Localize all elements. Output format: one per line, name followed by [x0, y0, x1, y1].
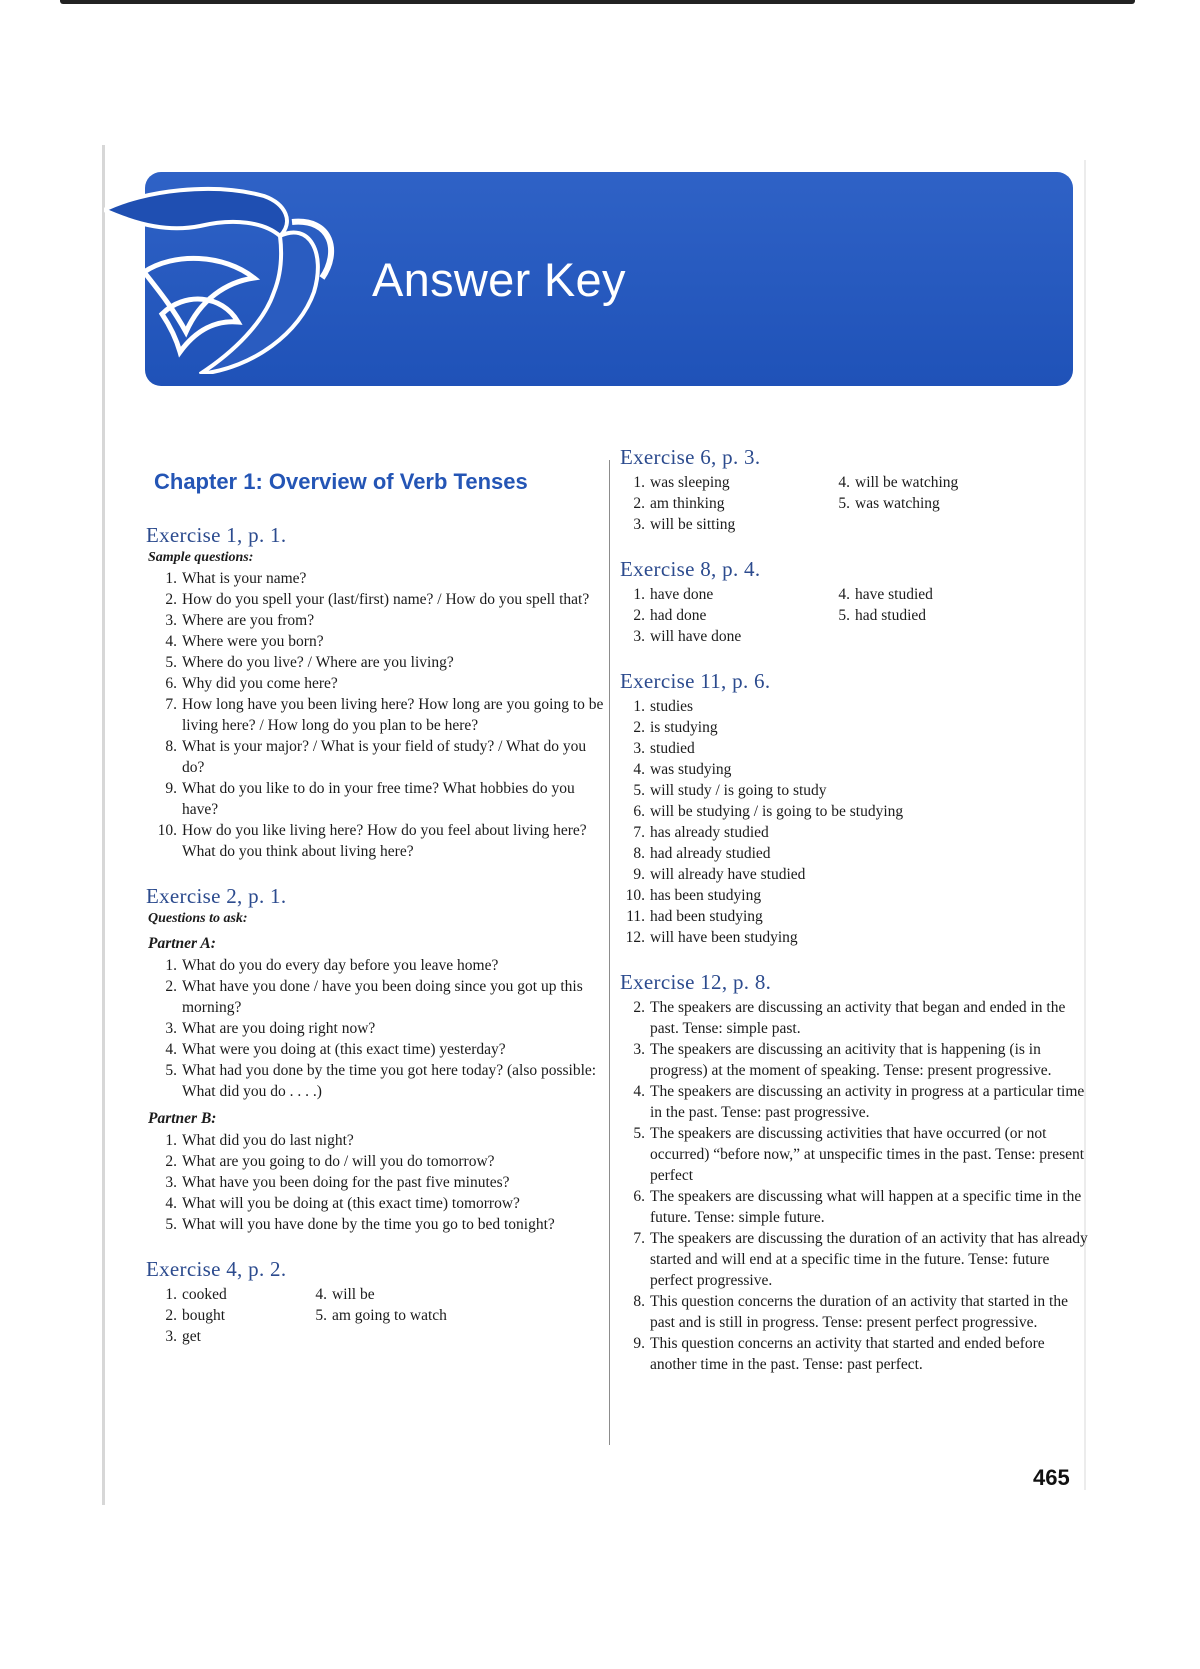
list-item [146, 694, 606, 736]
item-text: How do you like living here? How do you feel about living here? What do you think about living here? [182, 822, 587, 860]
item-text: studied [650, 740, 695, 757]
list-item [146, 589, 606, 610]
exercise-4-column-2 [296, 1284, 447, 1347]
list-item [620, 626, 825, 647]
item-number: 4. [633, 1083, 645, 1100]
item-text: Where do you live? / Where are you living? [182, 654, 454, 671]
item-text: have studied [855, 586, 933, 603]
item-text: has been studying [650, 887, 762, 904]
list-item [620, 759, 1090, 780]
list-item [146, 610, 606, 631]
item-text: What will you have done by the time you go to bed tonight? [182, 1216, 555, 1233]
item-number: 4. [165, 1195, 177, 1212]
item-text: will be watching [855, 474, 959, 491]
item-number: 2. [633, 607, 645, 624]
item-text: The speakers are discussing an activity in progress at a particular time in the past. Tense: past progressive. [650, 1083, 1085, 1121]
item-number: 2. [165, 1307, 177, 1324]
list-item [146, 1060, 606, 1102]
partner-a-list [146, 955, 606, 1102]
item-number: 1. [633, 586, 645, 603]
item-number: 8. [633, 1293, 645, 1310]
list-item [620, 514, 825, 535]
item-number: 9. [633, 1335, 645, 1352]
list-item [620, 843, 1090, 864]
top-edge-rule [60, 0, 1135, 4]
item-text: Why did you come here? [182, 675, 338, 692]
item-number: 6. [633, 1188, 645, 1205]
item-text: has already studied [650, 824, 769, 841]
item-text: will have done [650, 628, 742, 645]
list-item [620, 885, 1090, 906]
item-number: 1. [165, 1286, 177, 1303]
item-text: The speakers are discussing an activity that began and ended in the past. Tense: simple past. [650, 999, 1066, 1037]
chapter-title: Chapter 1: Overview of Verb Tenses [154, 469, 528, 494]
item-text: is studying [650, 719, 718, 736]
list-item [825, 472, 958, 493]
item-number: 12. [625, 929, 645, 946]
item-number: 7. [165, 696, 177, 713]
right-column [620, 445, 1090, 1397]
item-text: studies [650, 698, 694, 715]
item-text: What have you done / have you been doing since you got up this morning? [182, 978, 583, 1016]
item-number: 2. [633, 495, 645, 512]
item-text: What is your name? [182, 570, 307, 587]
partner-b-list [146, 1130, 606, 1235]
item-number: 4. [165, 633, 177, 650]
left-column [146, 445, 606, 1369]
item-number: 7. [633, 1230, 645, 1247]
item-number: 3. [165, 1328, 177, 1345]
list-item [620, 1039, 1090, 1081]
list-item [146, 673, 606, 694]
page-number: 465 [1033, 1465, 1070, 1490]
item-number: 3. [165, 1020, 177, 1037]
item-number: 4. [838, 474, 850, 491]
item-text: How do you spell your (last/first) name? / How do you spell that? [182, 591, 590, 608]
list-item [620, 717, 1090, 738]
list-item [146, 736, 606, 778]
item-text: was watching [855, 495, 940, 512]
list-item [146, 1151, 606, 1172]
item-text: Where were you born? [182, 633, 324, 650]
item-number: 7. [633, 824, 645, 841]
item-number: 10. [625, 887, 645, 904]
item-number: 1. [165, 570, 177, 587]
exercise-6-title: Exercise 6, p. 3. [620, 445, 761, 469]
list-item [620, 822, 1090, 843]
list-item [620, 801, 1090, 822]
item-number: 6. [633, 803, 645, 820]
list-item [620, 472, 825, 493]
item-text: How long have you been living here? How long are you going to be living here? / How long do you plan to be here? [182, 696, 604, 734]
item-text: will study / is going to study [650, 782, 827, 799]
list-item [620, 1123, 1090, 1186]
item-number: 2. [633, 999, 645, 1016]
item-text: have done [650, 586, 714, 603]
item-number: 8. [165, 738, 177, 755]
item-text: will be studying / is going to be studying [650, 803, 904, 820]
item-text: had studied [855, 607, 927, 624]
item-number: 5. [838, 607, 850, 624]
item-text: What is your major? / What is your field of study? / What do you do? [182, 738, 587, 776]
list-item [146, 631, 606, 652]
item-text: was studying [650, 761, 732, 778]
item-text: am thinking [650, 495, 725, 512]
exercise-6-column-2 [825, 472, 958, 535]
exercise-2-title: Exercise 2, p. 1. [146, 884, 287, 908]
list-item [620, 927, 1090, 948]
partner-a-label: Partner A: [148, 935, 216, 952]
item-number: 1. [633, 698, 645, 715]
exercise-8-title: Exercise 8, p. 4. [620, 557, 761, 581]
item-number: 5. [315, 1307, 327, 1324]
exercise-1-subtitle: Sample questions: [148, 550, 254, 565]
item-text: What will you be doing at (this exact time) tomorrow? [182, 1195, 520, 1212]
list-item [296, 1284, 447, 1305]
exercise-4-column-1 [146, 1284, 296, 1347]
item-text: had already studied [650, 845, 771, 862]
list-item [296, 1305, 447, 1326]
item-text: was sleeping [650, 474, 730, 491]
item-text: bought [182, 1307, 226, 1324]
exercise-11-list [620, 696, 1090, 948]
item-number: 5. [165, 654, 177, 671]
item-number: 3. [165, 612, 177, 629]
list-item [620, 1333, 1090, 1375]
exercise-6-columns [620, 472, 1090, 535]
item-text: Where are you from? [182, 612, 315, 629]
exercise-12-list [620, 997, 1090, 1375]
item-number: 5. [165, 1216, 177, 1233]
list-item [620, 780, 1090, 801]
list-item [146, 568, 606, 589]
item-text: get [182, 1328, 201, 1345]
exercise-2-section [146, 884, 606, 1235]
exercise-1-title: Exercise 1, p. 1. [146, 523, 287, 547]
item-text: What are you going to do / will you do tomorrow? [182, 1153, 495, 1170]
exercise-11-section [620, 669, 1090, 948]
item-text: What do you like to do in your free time? What hobbies do you have? [182, 780, 575, 818]
exercise-6-section [620, 445, 1090, 535]
item-text: What have you been doing for the past five minutes? [182, 1174, 510, 1191]
exercise-4-section [146, 1257, 606, 1347]
list-item [620, 864, 1090, 885]
column-divider [609, 460, 610, 1445]
item-number: 3. [165, 1174, 177, 1191]
item-text: had been studying [650, 908, 763, 925]
exercise-8-columns [620, 584, 1090, 647]
banner-title: Answer Key [372, 253, 626, 306]
item-text: will be sitting [650, 516, 736, 533]
item-number: 4. [165, 1041, 177, 1058]
list-item [825, 584, 933, 605]
item-number: 5. [633, 782, 645, 799]
item-number: 1. [165, 957, 177, 974]
list-item [146, 820, 606, 862]
list-item [146, 1214, 606, 1235]
item-text: The speakers are discussing activities that have occurred (or not occurred) “before now,” at unspecific times in the past. Tense: present perfect [650, 1125, 1085, 1184]
list-item [146, 1305, 296, 1326]
item-text: had done [650, 607, 707, 624]
item-text: What are you doing right now? [182, 1020, 376, 1037]
item-text: The speakers are discussing the duration of an activity that has already started and will end at a specific time in the future. Tense: future perfect progressive. [650, 1230, 1088, 1289]
item-number: 4. [633, 761, 645, 778]
list-item [146, 976, 606, 1018]
exercise-4-columns [146, 1284, 606, 1347]
list-item [146, 955, 606, 976]
list-item [620, 997, 1090, 1039]
exercise-4-title: Exercise 4, p. 2. [146, 1257, 287, 1281]
bird-logo-icon [104, 182, 350, 374]
list-item [620, 738, 1090, 759]
item-number: 1. [633, 474, 645, 491]
item-number: 5. [633, 1125, 645, 1142]
item-number: 8. [633, 845, 645, 862]
item-number: 4. [838, 586, 850, 603]
list-item [146, 1018, 606, 1039]
item-number: 4. [315, 1286, 327, 1303]
exercise-8-column-1 [620, 584, 825, 647]
item-number: 2. [633, 719, 645, 736]
item-number: 3. [633, 1041, 645, 1058]
exercise-12-title: Exercise 12, p. 8. [620, 970, 772, 994]
item-text: What do you do every day before you leave home? [182, 957, 499, 974]
list-item [146, 1130, 606, 1151]
list-item [620, 1081, 1090, 1123]
item-text: The speakers are discussing an acitivity that is happening (is in progress) at the moment of speaking. Tense: present progressive. [650, 1041, 1052, 1079]
partner-b-label: Partner B: [148, 1110, 217, 1127]
list-item [620, 696, 1090, 717]
list-item [146, 1284, 296, 1305]
item-number: 9. [165, 780, 177, 797]
item-text: am going to watch [332, 1307, 447, 1324]
item-text: This question concerns an activity that started and ended before another time in the past. Tense: past perfect. [650, 1335, 1045, 1373]
item-text: will already have studied [650, 866, 806, 883]
exercise-1-section [146, 523, 606, 862]
list-item [620, 493, 825, 514]
item-number: 3. [633, 516, 645, 533]
item-number: 1. [165, 1132, 177, 1149]
exercise-6-column-1 [620, 472, 825, 535]
item-number: 2. [165, 1153, 177, 1170]
list-item [620, 906, 1090, 927]
list-item [146, 1039, 606, 1060]
item-number: 2. [165, 591, 177, 608]
item-number: 3. [633, 740, 645, 757]
item-text: will have been studying [650, 929, 798, 946]
list-item [620, 1186, 1090, 1228]
item-text: The speakers are discussing what will happen at a specific time in the future. Tense: simple future. [650, 1188, 1082, 1226]
item-number: 10. [157, 822, 177, 839]
item-number: 5. [165, 1062, 177, 1079]
list-item [146, 778, 606, 820]
item-text: This question concerns the duration of an activity that started in the past and is still in progress. Tense: present perfect progressive. [650, 1293, 1068, 1331]
item-number: 9. [633, 866, 645, 883]
item-text: cooked [182, 1286, 227, 1303]
list-item [620, 584, 825, 605]
item-text: What did you do last night? [182, 1132, 354, 1149]
list-item [146, 1326, 296, 1347]
list-item [146, 1172, 606, 1193]
item-text: What were you doing at (this exact time) yesterday? [182, 1041, 506, 1058]
list-item [146, 652, 606, 673]
exercise-8-column-2 [825, 584, 933, 647]
list-item [825, 605, 933, 626]
list-item [146, 1193, 606, 1214]
exercise-1-list [146, 568, 606, 862]
list-item [620, 1228, 1090, 1291]
list-item [620, 605, 825, 626]
exercise-12-section [620, 970, 1090, 1375]
item-text: will be [332, 1286, 375, 1303]
item-number: 6. [165, 675, 177, 692]
list-item [825, 493, 958, 514]
exercise-2-subtitle: Questions to ask: [148, 911, 248, 926]
item-number: 5. [838, 495, 850, 512]
exercise-11-title: Exercise 11, p. 6. [620, 669, 771, 693]
item-text: What had you done by the time you got here today? (also possible: What did you do . . . .) [182, 1062, 597, 1100]
item-number: 2. [165, 978, 177, 995]
list-item [620, 1291, 1090, 1333]
item-number: 3. [633, 628, 645, 645]
exercise-8-section [620, 557, 1090, 647]
item-number: 11. [626, 908, 645, 925]
